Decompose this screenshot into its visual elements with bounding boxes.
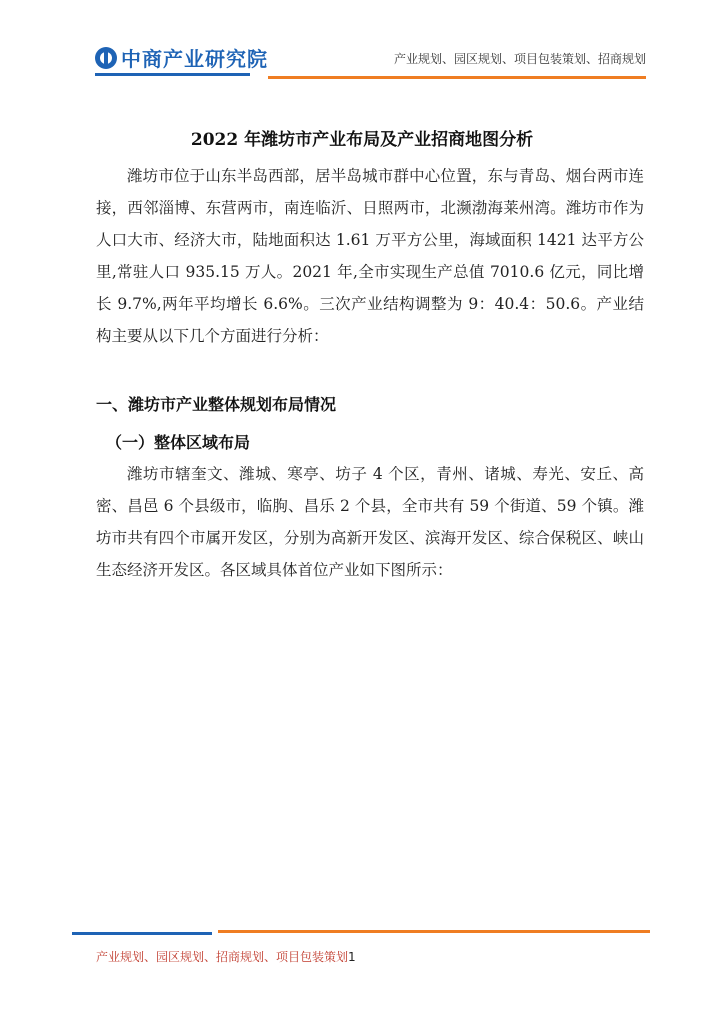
document-title: 2022 年潍坊市产业布局及产业招商地图分析 [190,130,534,150]
page-header [0,0,724,90]
page-footer [96,948,356,965]
page-number: 1 [348,950,356,964]
subsection-heading: （一）整体区域布局 [106,433,251,452]
footer-rule-blue [72,932,212,935]
logo [95,43,268,72]
header-rule-blue [95,73,250,76]
intro-paragraph: 潍坊市位于山东半岛西部，居半岛城市群中心位置，东与青岛、烟台两市连接，西邻淄博、东营两市，南连临沂、日照两市，北濒渤海莱州湾。潍坊市作为人口大市、经济大市，陆地面积达 1.61 万平方公里，海域面积 1421 达平方公里,常驻人口 935.15 万人。2021 年,全市实现生产总值 7010.6 亿元，同比增长 9.7%,两年平均增长 6.6%。三次产业结构调整为 9：40.4：50.6。产业结构主要从以下几个方面进行分析： [96,167,644,345]
region-paragraph: 潍坊市辖奎文、潍城、寒亭、坊子 4 个区，青州、诸城、寿光、安丘、高密、昌邑 6 个县级市，临朐、昌乐 2 个县，全市共有 59 个街道、59 个镇。潍坊市共有四个市属开发区，分别为高新开发区、滨海开发区、综合保税区、峡山生态经济开发区。各区域具体首位产业如下图所示： [96,465,644,579]
footer-label: 产业规划、园区规划、招商规划、项目包装策划 [96,950,349,964]
header-rule-orange [268,76,646,79]
section-heading: 一、潍坊市产业整体规划布局情况 [96,395,337,414]
logo-text: 中商产业研究院 [121,47,268,71]
logo-icon [95,47,117,69]
footer-rule-orange [218,930,650,933]
header-tagline: 产业规划、园区规划、项目包装策划、招商规划 [393,52,646,66]
